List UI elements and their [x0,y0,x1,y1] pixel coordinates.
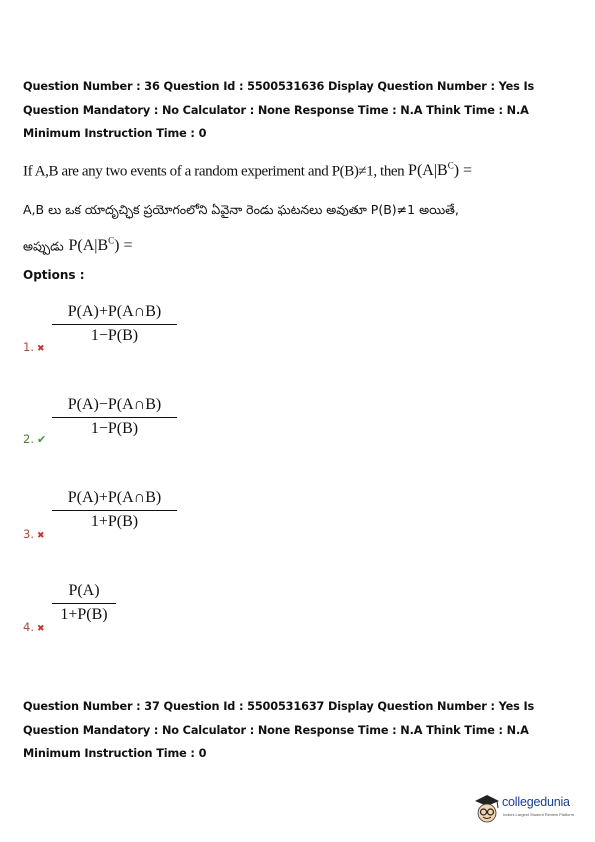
option-1-fraction [52,303,177,345]
option-3-numerator: P(A)+P(A∩B) [52,489,177,511]
wrong-mark-icon: ✖ [36,531,45,541]
question-37-meta: Question Number : 37 Question Id : 5500531637 Display Question Number : Yes Is Question Mandatory : No Calculator : None Response Time : N.A Think Time : N.A Minimum Instruction Time : 0 [23,700,535,760]
wrong-mark-icon: ✖ [36,344,45,354]
mascot-icon [472,792,502,826]
option-2-number: 2. ✔ [23,432,47,446]
option-4-number: 4. ✖ [23,620,45,634]
question-36-meta: Question Number : 36 Question Id : 5500531636 Display Question Number : Yes Is Question Mandatory : No Calculator : None Response Time : N.A Think Time : N.A Minimum Instruction Time : 0 [23,80,535,140]
option-1-number: 1. ✖ [23,340,45,354]
option-3-number: 3. ✖ [23,527,45,541]
option-2-fraction [52,396,177,438]
collegedunia-logo [472,792,587,828]
logo-tagline: India's Largest Student Review Platform [503,812,575,817]
telugu-line-1: A,B లు ఒక యాదృచ్ఛిక ప్రయోగంలోని ఏవైనా రెండు ఘటనలు అవుతూ P(B)≠1 అయితే, [23,202,459,217]
option-1-denominator: 1−P(B) [90,327,139,344]
option-4-fraction [52,582,116,624]
option-3-denominator: 1+P(B) [90,513,139,530]
question-prefix: If A,B are any two events of a random experiment and P(B)≠1, then [23,163,405,180]
logo-wordmark: collegedunia [502,795,570,809]
option-3-fraction [52,489,177,531]
question-text-english [23,156,472,181]
check-mark-icon: ✔ [36,433,47,446]
options-label: Options : [23,268,85,282]
telugu-expression: $P(A|B^C)$ = [68,236,133,255]
option-4-numerator: P(A) [52,582,116,604]
wrong-mark-icon: ✖ [36,624,45,634]
option-2-denominator: 1−P(B) [90,420,139,437]
question-text-telugu [23,199,459,220]
option-4-denominator: 1+P(B) [60,606,108,623]
option-2-numerator: P(A)−P(A∩B) [52,396,177,418]
question-expression: $P(A|B^C)$ = [408,161,473,180]
telugu-prefix: అప్పుడు [23,238,64,254]
question-text-telugu-line-2 [23,231,133,256]
option-1-numerator: P(A)+P(A∩B) [52,303,177,325]
